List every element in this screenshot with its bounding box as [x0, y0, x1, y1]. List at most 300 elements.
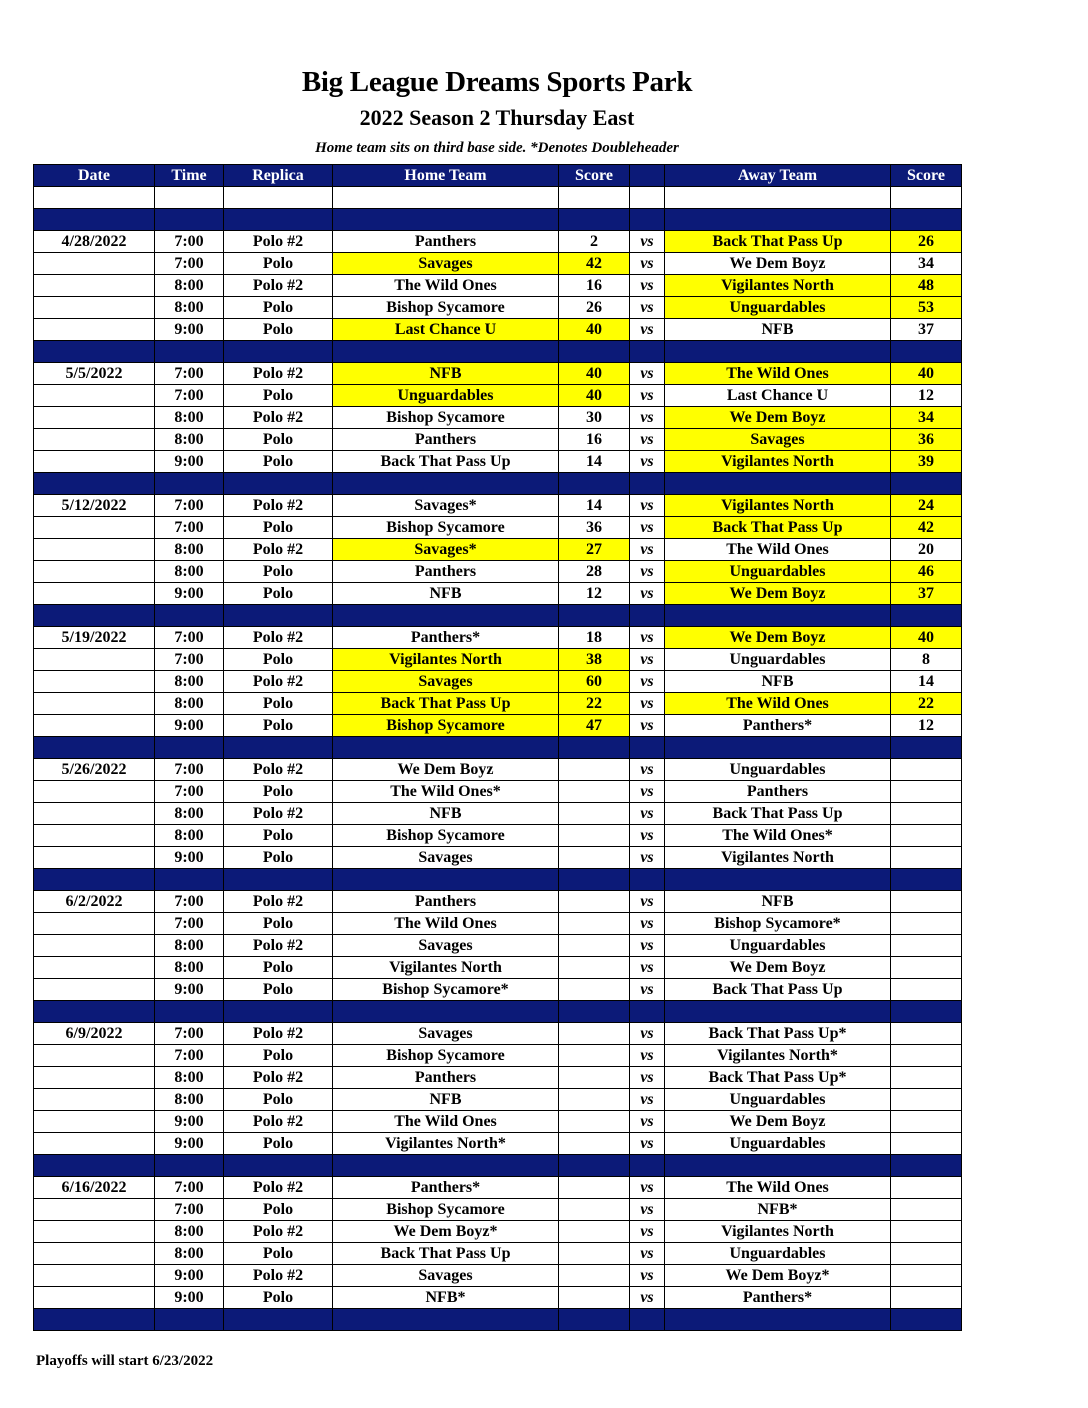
separator-cell	[333, 209, 559, 231]
game-time: 9:00	[155, 1265, 224, 1287]
game-date: 5/19/2022	[34, 627, 155, 649]
col-header-away-score: Score	[891, 165, 962, 187]
game-time: 9:00	[155, 1287, 224, 1309]
game-row	[34, 539, 962, 561]
home-team: The Wild Ones*	[333, 781, 559, 803]
vs-label: vs	[630, 847, 665, 869]
separator-cell	[34, 1001, 155, 1023]
home-score	[559, 1265, 630, 1287]
game-row	[34, 363, 962, 385]
away-team: Panthers	[665, 781, 891, 803]
away-score: 40	[891, 363, 962, 385]
home-team: Savages*	[333, 495, 559, 517]
game-time: 7:00	[155, 1177, 224, 1199]
game-date	[34, 539, 155, 561]
away-score	[891, 1177, 962, 1199]
game-row	[34, 1221, 962, 1243]
game-time: 7:00	[155, 891, 224, 913]
game-row	[34, 517, 962, 539]
home-score: 12	[559, 583, 630, 605]
away-score	[891, 781, 962, 803]
home-team: Savages*	[333, 539, 559, 561]
week-separator-row	[34, 605, 962, 627]
col-header-away-team: Away Team	[665, 165, 891, 187]
separator-cell	[891, 1155, 962, 1177]
home-team: Panthers	[333, 1067, 559, 1089]
separator-cell	[665, 737, 891, 759]
game-time: 8:00	[155, 1089, 224, 1111]
game-time: 7:00	[155, 1199, 224, 1221]
home-score	[559, 1067, 630, 1089]
game-time: 9:00	[155, 1133, 224, 1155]
blank-cell	[559, 187, 630, 209]
game-date	[34, 561, 155, 583]
home-team: Panthers	[333, 231, 559, 253]
separator-cell	[630, 1155, 665, 1177]
away-team: Back That Pass Up	[665, 979, 891, 1001]
separator-cell	[559, 605, 630, 627]
game-field: Polo	[224, 781, 333, 803]
vs-label: vs	[630, 627, 665, 649]
separator-cell	[559, 869, 630, 891]
away-score: 22	[891, 693, 962, 715]
vs-label: vs	[630, 979, 665, 1001]
game-field: Polo	[224, 517, 333, 539]
separator-cell	[665, 473, 891, 495]
game-date	[34, 1067, 155, 1089]
game-date	[34, 1133, 155, 1155]
home-team: Savages	[333, 847, 559, 869]
home-team: Bishop Sycamore	[333, 1199, 559, 1221]
game-date	[34, 803, 155, 825]
separator-cell	[559, 209, 630, 231]
game-time: 8:00	[155, 429, 224, 451]
week-separator-row	[34, 869, 962, 891]
game-field: Polo #2	[224, 759, 333, 781]
game-date	[34, 1243, 155, 1265]
away-team: NFB	[665, 671, 891, 693]
separator-cell	[630, 737, 665, 759]
separator-cell	[630, 341, 665, 363]
away-team: NFB*	[665, 1199, 891, 1221]
away-team: We Dem Boyz	[665, 1111, 891, 1133]
away-score	[891, 957, 962, 979]
game-date	[34, 319, 155, 341]
vs-label: vs	[630, 1221, 665, 1243]
home-team: Vigilantes North*	[333, 1133, 559, 1155]
away-team: Last Chance U	[665, 385, 891, 407]
separator-cell	[155, 209, 224, 231]
game-field: Polo #2	[224, 495, 333, 517]
game-date	[34, 253, 155, 275]
vs-label: vs	[630, 935, 665, 957]
away-team: Back That Pass Up	[665, 231, 891, 253]
game-time: 7:00	[155, 363, 224, 385]
home-score	[559, 1177, 630, 1199]
blank-cell	[665, 187, 891, 209]
game-row	[34, 649, 962, 671]
game-date: 5/12/2022	[34, 495, 155, 517]
home-team: Savages	[333, 1023, 559, 1045]
home-score	[559, 803, 630, 825]
week-separator-row	[34, 209, 962, 231]
away-team: Vigilantes North	[665, 847, 891, 869]
page-title: Big League Dreams Sports Park	[301, 66, 693, 98]
week-separator-row	[34, 1001, 962, 1023]
away-score	[891, 803, 962, 825]
separator-cell	[224, 1155, 333, 1177]
away-team: Back That Pass Up	[665, 517, 891, 539]
game-field: Polo	[224, 319, 333, 341]
game-date	[34, 1221, 155, 1243]
game-field: Polo #2	[224, 539, 333, 561]
away-score	[891, 847, 962, 869]
away-team: The Wild Ones	[665, 363, 891, 385]
away-score	[891, 935, 962, 957]
game-time: 9:00	[155, 715, 224, 737]
game-row	[34, 253, 962, 275]
separator-cell	[665, 1155, 891, 1177]
separator-cell	[155, 1001, 224, 1023]
game-field: Polo	[224, 297, 333, 319]
separator-cell	[34, 605, 155, 627]
away-team: Vigilantes North	[665, 1221, 891, 1243]
vs-label: vs	[630, 803, 665, 825]
separator-cell	[34, 1155, 155, 1177]
game-field: Polo	[224, 649, 333, 671]
away-score: 34	[891, 407, 962, 429]
vs-label: vs	[630, 759, 665, 781]
away-team: Back That Pass Up	[665, 803, 891, 825]
game-row	[34, 1243, 962, 1265]
away-score	[891, 1287, 962, 1309]
home-score	[559, 825, 630, 847]
vs-label: vs	[630, 1111, 665, 1133]
vs-label: vs	[630, 561, 665, 583]
game-time: 7:00	[155, 495, 224, 517]
away-team: The Wild Ones	[665, 539, 891, 561]
vs-label: vs	[630, 891, 665, 913]
separator-cell	[333, 473, 559, 495]
home-score	[559, 1023, 630, 1045]
game-field: Polo #2	[224, 363, 333, 385]
home-score	[559, 913, 630, 935]
away-team: Unguardables	[665, 1089, 891, 1111]
game-date	[34, 297, 155, 319]
game-row	[34, 803, 962, 825]
vs-label: vs	[630, 429, 665, 451]
game-time: 7:00	[155, 385, 224, 407]
game-date	[34, 913, 155, 935]
away-score: 8	[891, 649, 962, 671]
home-team: NFB	[333, 583, 559, 605]
away-team: Back That Pass Up*	[665, 1067, 891, 1089]
away-score	[891, 1023, 962, 1045]
separator-cell	[559, 737, 630, 759]
home-score: 38	[559, 649, 630, 671]
game-row	[34, 1023, 962, 1045]
blank-cell	[333, 187, 559, 209]
home-team: Bishop Sycamore	[333, 517, 559, 539]
separator-cell	[333, 341, 559, 363]
home-score	[559, 781, 630, 803]
vs-label: vs	[630, 957, 665, 979]
away-team: We Dem Boyz	[665, 583, 891, 605]
game-row	[34, 759, 962, 781]
home-score	[559, 891, 630, 913]
game-time: 7:00	[155, 759, 224, 781]
game-field: Polo	[224, 957, 333, 979]
game-row	[34, 231, 962, 253]
game-field: Polo #2	[224, 407, 333, 429]
game-row	[34, 319, 962, 341]
home-team: Back That Pass Up	[333, 693, 559, 715]
separator-cell	[891, 341, 962, 363]
away-score	[891, 1265, 962, 1287]
home-team: NFB	[333, 1089, 559, 1111]
separator-cell	[224, 1001, 333, 1023]
game-date	[34, 451, 155, 473]
vs-label: vs	[630, 275, 665, 297]
away-score: 12	[891, 715, 962, 737]
game-date	[34, 1287, 155, 1309]
game-date	[34, 1089, 155, 1111]
away-score	[891, 759, 962, 781]
game-field: Polo #2	[224, 891, 333, 913]
away-team: We Dem Boyz	[665, 957, 891, 979]
away-score: 40	[891, 627, 962, 649]
game-field: Polo	[224, 385, 333, 407]
col-header-vs	[630, 165, 665, 187]
away-score	[891, 1067, 962, 1089]
away-team: We Dem Boyz	[665, 627, 891, 649]
away-score: 24	[891, 495, 962, 517]
game-row	[34, 1287, 962, 1309]
blank-cell	[34, 187, 155, 209]
game-date	[34, 1111, 155, 1133]
away-team: Unguardables	[665, 935, 891, 957]
home-score: 26	[559, 297, 630, 319]
away-score	[891, 891, 962, 913]
game-row	[34, 1265, 962, 1287]
vs-label: vs	[630, 1133, 665, 1155]
game-time: 7:00	[155, 253, 224, 275]
page-subtitle: 2022 Season 2 Thursday East	[359, 105, 635, 130]
home-team: The Wild Ones	[333, 913, 559, 935]
away-score	[891, 1243, 962, 1265]
blank-cell	[630, 187, 665, 209]
game-date	[34, 649, 155, 671]
game-row	[34, 847, 962, 869]
game-row	[34, 561, 962, 583]
separator-cell	[559, 473, 630, 495]
game-row	[34, 1089, 962, 1111]
separator-cell	[333, 1001, 559, 1023]
separator-cell	[665, 1309, 891, 1331]
game-row	[34, 715, 962, 737]
game-row	[34, 297, 962, 319]
separator-cell	[630, 473, 665, 495]
home-score	[559, 979, 630, 1001]
home-score	[559, 935, 630, 957]
away-score	[891, 825, 962, 847]
home-team: Bishop Sycamore	[333, 1045, 559, 1067]
game-row	[34, 407, 962, 429]
vs-label: vs	[630, 231, 665, 253]
game-time: 8:00	[155, 1067, 224, 1089]
game-field: Polo #2	[224, 1265, 333, 1287]
separator-cell	[665, 1001, 891, 1023]
separator-cell	[224, 737, 333, 759]
game-time: 7:00	[155, 627, 224, 649]
home-score	[559, 1199, 630, 1221]
game-time: 9:00	[155, 847, 224, 869]
game-row	[34, 451, 962, 473]
game-field: Polo #2	[224, 275, 333, 297]
game-row	[34, 1045, 962, 1067]
vs-label: vs	[630, 1199, 665, 1221]
away-score: 39	[891, 451, 962, 473]
game-field: Polo	[224, 1045, 333, 1067]
vs-label: vs	[630, 319, 665, 341]
game-field: Polo	[224, 1199, 333, 1221]
vs-label: vs	[630, 715, 665, 737]
separator-cell	[891, 605, 962, 627]
separator-cell	[630, 869, 665, 891]
home-team: We Dem Boyz	[333, 759, 559, 781]
home-score: 30	[559, 407, 630, 429]
schedule-note: Home team sits on third base side. *Denotes Doubleheader	[315, 140, 679, 156]
vs-label: vs	[630, 407, 665, 429]
separator-cell	[630, 209, 665, 231]
game-date	[34, 583, 155, 605]
away-team: We Dem Boyz*	[665, 1265, 891, 1287]
game-field: Polo	[224, 913, 333, 935]
separator-cell	[34, 209, 155, 231]
home-score: 40	[559, 363, 630, 385]
vs-label: vs	[630, 913, 665, 935]
home-team: Panthers	[333, 561, 559, 583]
home-score	[559, 1045, 630, 1067]
away-team: Unguardables	[665, 297, 891, 319]
game-row	[34, 583, 962, 605]
home-score: 22	[559, 693, 630, 715]
game-row	[34, 693, 962, 715]
home-team: Bishop Sycamore	[333, 407, 559, 429]
separator-cell	[34, 341, 155, 363]
week-separator-row	[34, 1155, 962, 1177]
game-row	[34, 429, 962, 451]
game-field: Polo #2	[224, 803, 333, 825]
vs-label: vs	[630, 693, 665, 715]
away-team: Unguardables	[665, 1243, 891, 1265]
separator-cell	[224, 605, 333, 627]
separator-cell	[559, 1155, 630, 1177]
away-team: Panthers*	[665, 715, 891, 737]
home-team: Back That Pass Up	[333, 1243, 559, 1265]
away-score: 37	[891, 583, 962, 605]
separator-cell	[34, 473, 155, 495]
game-field: Polo	[224, 451, 333, 473]
game-time: 8:00	[155, 561, 224, 583]
home-score: 42	[559, 253, 630, 275]
separator-cell	[630, 1309, 665, 1331]
away-team: Vigilantes North	[665, 451, 891, 473]
away-score	[891, 1221, 962, 1243]
game-field: Polo	[224, 561, 333, 583]
separator-cell	[224, 209, 333, 231]
home-score: 40	[559, 385, 630, 407]
vs-label: vs	[630, 363, 665, 385]
game-date: 6/2/2022	[34, 891, 155, 913]
header-row	[34, 165, 962, 187]
separator-cell	[34, 1309, 155, 1331]
vs-label: vs	[630, 1089, 665, 1111]
game-row	[34, 1133, 962, 1155]
home-score	[559, 957, 630, 979]
away-team: Vigilantes North*	[665, 1045, 891, 1067]
game-date	[34, 693, 155, 715]
game-date: 6/16/2022	[34, 1177, 155, 1199]
game-field: Polo #2	[224, 1177, 333, 1199]
game-time: 8:00	[155, 1221, 224, 1243]
separator-cell	[224, 869, 333, 891]
blank-row	[34, 187, 962, 209]
away-score: 12	[891, 385, 962, 407]
game-date: 5/5/2022	[34, 363, 155, 385]
away-team: Unguardables	[665, 561, 891, 583]
game-time: 7:00	[155, 1045, 224, 1067]
away-team: We Dem Boyz	[665, 253, 891, 275]
away-score	[891, 1199, 962, 1221]
game-field: Polo	[224, 715, 333, 737]
away-score	[891, 979, 962, 1001]
game-field: Polo #2	[224, 1067, 333, 1089]
home-team: NFB*	[333, 1287, 559, 1309]
game-field: Polo	[224, 847, 333, 869]
vs-label: vs	[630, 517, 665, 539]
away-team: Vigilantes North	[665, 495, 891, 517]
away-score: 53	[891, 297, 962, 319]
separator-cell	[333, 1155, 559, 1177]
away-score: 48	[891, 275, 962, 297]
game-date	[34, 979, 155, 1001]
game-field: Polo	[224, 1089, 333, 1111]
game-date	[34, 385, 155, 407]
separator-cell	[155, 1309, 224, 1331]
game-time: 8:00	[155, 803, 224, 825]
game-row	[34, 275, 962, 297]
home-score: 16	[559, 275, 630, 297]
away-team: Vigilantes North	[665, 275, 891, 297]
separator-cell	[34, 869, 155, 891]
blank-cell	[224, 187, 333, 209]
week-separator-row	[34, 341, 962, 363]
away-score: 26	[891, 231, 962, 253]
vs-label: vs	[630, 671, 665, 693]
separator-cell	[155, 737, 224, 759]
away-team: The Wild Ones	[665, 693, 891, 715]
home-team: Savages	[333, 1265, 559, 1287]
game-field: Polo	[224, 825, 333, 847]
vs-label: vs	[630, 1243, 665, 1265]
vs-label: vs	[630, 385, 665, 407]
game-date: 6/9/2022	[34, 1023, 155, 1045]
home-team: Savages	[333, 935, 559, 957]
week-separator-row	[34, 737, 962, 759]
game-time: 8:00	[155, 935, 224, 957]
game-time: 8:00	[155, 825, 224, 847]
